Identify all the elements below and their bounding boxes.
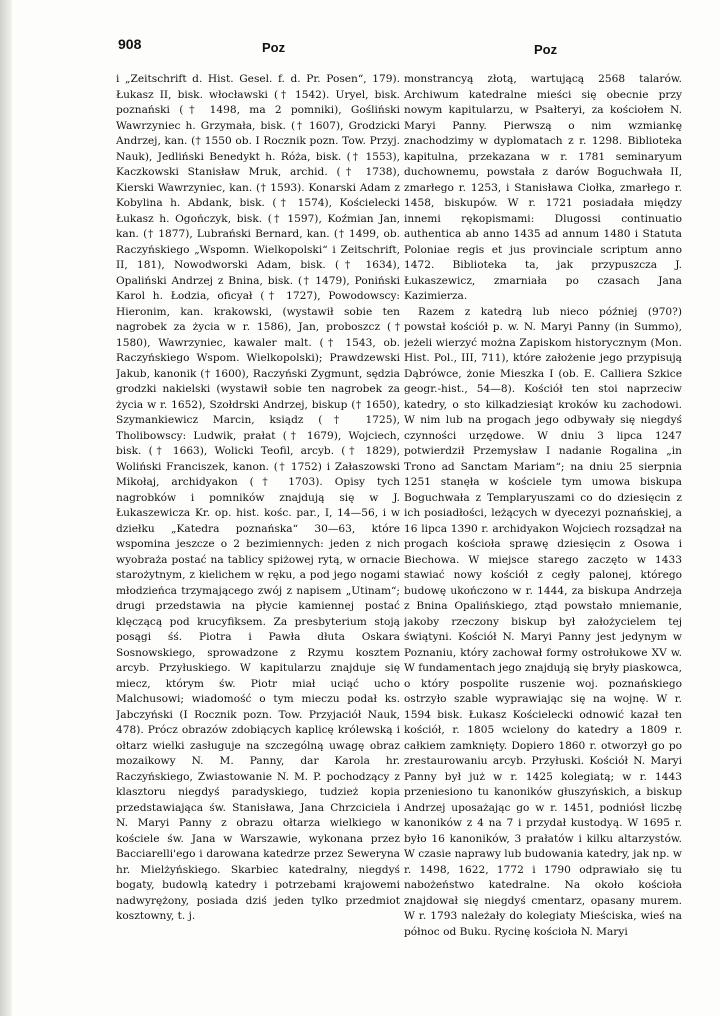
right-column-paragraph: monstrancyą złotą, wartującą 2568 talarów. Archiwum katedralne mieści się obecnie przy nowym kapitularzu, w Psałteryi, za kościołem N. Maryi Panny. Pierwszą o nim wzmiankę znachodzimy w dyplomatach z r. 1298. Biblioteka kapitulna, przekazana w r. 1781 seminaryum duchownemu, powstała z darów Boguchwała II, zmarłego r. 1253, i Stanisława Ciołka, zmarłego r. 1458, biskupów. W r. 1721 posiadała między innemi rękopismami: Dlugossi continuatio authentica ab anno 1435 ad annum 1480 i Statuta Poloniae regis et jus provinciale scriptum anno 1472. Biblioteka ta, jak przypuszcza J. Łukaszewicz, zmarniała po czasach Jana Kazimierza. <box>404 73 682 302</box>
running-head-left: Poz <box>262 40 286 55</box>
page-header <box>118 36 678 56</box>
page-number: 908 <box>118 36 142 52</box>
right-column <box>404 72 682 957</box>
running-head-right: Poz <box>534 42 558 57</box>
binding-fold-shadow <box>0 0 12 1016</box>
right-column-paragraph: Razem z katedrą lub nieco później (970?) powstał kościół p. w. N. Maryi Panny (in Summo), jeżeli wierzyć można Zapiskom historycznym (Mon. Hist. Pol., III, 711), które założenie jego przypisują Dąbrówce, żonie Mieszka I (ob. E. Calliera Szkice geogr.-hist., 54—8). Kościół ten stoi naprzeciw katedry, o sto kilkadziesiąt kroków ku zachodowi. W nim lub na progach jego odbywały się niegdyś czynności urzędowe. W dniu 3 lipca 1247 potwierdził Przemysław I nadanie Rogalina „in Trono ad Sanctam Mariam“; na dniu 25 sierpnia 1251 stanęła w kościele tym umowa biskupa Boguchwała z Templaryuszami co do dziesięcin z ich posiadłości, leżących w dyecezyi poznańskiej, a 16 lipca 1390 r. archidyakon Wojciech rozsądzał na progach kościoła sprawę dziesięcin z Osowa i Biechowa. W miejsce starego zaczęto w 1433 stawiać nowy kościół z cegły palonej, którego budowę ukończono w r. 1444, za biskupa Andrzeja z Bnina Opalińskiego, ztąd powstało mniemanie, jakoby rzeczony biskup był założycielem tej świątyni. Kościół N. Maryi Panny jest jedynym w Poznaniu, który zachował formy ostrołukowe XV w. W fundamentach jego znajdują się bryły piaskowca, o który pospolite ruszenie woj. poznańskiego ostrzyło szable wyprawiając się na wojnę. W r. 1594 bisk. Łukasz Kościelecki odnowić kazał ten kościół, r. 1805 wcielony do katedry a 1809 r. całkiem zamknięty. Dopiero 1860 r. otworzył go po zrestaurowaniu arcyb. Przyłuski. Kościół N. Maryi Panny był już w r. 1425 kolegiatą; w r. 1443 przeniesiono tu kanoników głuszyńskich, a biskup Andrzej uposażając go w r. 1451, podniósł liczbę kanoników z 4 na 7 i przydał kustodyą. W 1695 r. było 16 kanoników, 3 prałatów i kilku altarzystów. W czasie naprawy lub budowania katedry, jak np. w r. 1498, 1622, 1772 i 1790 odprawiało się tu nabożeństwo katedralne. Na około kościoła znajdował się niegdyś cmentarz, opasany murem. W r. 1793 należały do kolegiaty Mieściska, wieś na północ od Buku. Rycinę kościoła N. Maryi <box>404 305 682 938</box>
left-column-paragraph: i „Zeitschrift d. Hist. Gesel. f. d. Pr. Posen“, 179). Łukasz II, bisk. włocławski († 1542). Uryel, bisk. poznański († 1498, ma 2 pomniki), Gośliński Wawrzyniec h. Grzymała, bisk. († 1607), Grodzicki Andrzej, kan. († 1550 ob. I Rocznik pozn. Tow. Przyj. Nauk), Jedliński Benedykt h. Róża, bisk. († 1553), Kaczkowski Stanisław Mruk, archid. († 1738), Kierski Wawrzyniec, kan. († 1593). Konarski Adam z Kobylina h. Abdank, bisk. († 1574), Kościelecki Łukasz h. Ogończyk, bisk. († 1597), Koźmian Jan, kan. († 1877), Lubrański Bernard, kan. († 1499, ob. Raczyńskiego „Wspomn. Wielkopolski“ i Zeitschrift, II, 181), Nowodworski Adam, bisk. († 1634), Opaliński Andrzej z Bnina, bisk. († 1479), Poniński Karol h. Łodzia, oficyał († 1727), Powodowscy: Hieronim, kan. krakowski, (wystawił sobie ten nagrobek za życia w r. 1586), Jan, proboszcz († 1580), Wawrzyniec, kawaler malt. († 1543, ob. Raczyńskiego Wspom. Wielkopolski); Prawdzewski Jakub, kanonik († 1600), Raczyński Zygmunt, sędzia grodzki nakielski (wystawił sobie ten nagrobek za życia w r. 1652), Szołdrski Andrzej, biskup († 1650), Szymankiewicz Marcin, ksiądz († 1725), Tholibowscy: Ludwik, prałat († 1679), Wojciech, bisk. († 1663), Wolicki Teofil, arcyb. († 1829), Woliński Franciszek, kanon. († 1752) i Załaszowski Mikołaj, archidyakon († 1703). Opisy tych nagrobków i pomników znajdują się w J. Łukaszewicza Kr. op. hist. kośc. par., I, 14—56, i w dziełku „Katedra poznańska“ 30—63, które wspomina jeszcze o 2 bezimiennych: jeden z nich wyobraża postać na tablicy spiżowej rytą, w ornacie starożytnym, z kielichem w ręku, a pod jego nogami młodzieńca trzymającego zwój z napisem „Utinam“; drugi przedstawia na płycie kamiennej postać klęczącą pod krucyfiksem. Za presbyterium stoją posągi śś. Piotra i Pawła dłuta Oskara Sosnowskiego, sprowadzone z Rzymu kosztem arcyb. Przyłuskiego. W kapitularzu znajduje się miecz, którym św. Piotr miał uciąć ucho Malchusowi; wiadomość o tym mieczu podał ks. Jabczyński (I Rocznik pozn. Tow. Przyjaciół Nauk, 478). Prócz obrazów zdobiących kaplicę królewską i ołtarz wielki zasługuje na szczególną uwagę obraz mozaikowy N. M. Panny, dar Karola hr. Raczyńskiego, Zwiastowanie N. M. P. pochodzący z klasztoru niegdyś paradyskiego, tudzież kopia przedstawiająca św. Stanisława, Jana Chrzciciela i N. Maryi Panny z obrazu ołtarza wielkiego w kościele św. Jana w Warszawie, wykonana przez Bacciarelli'ego i darowana katedrze przez Seweryna hr. Mielżyńskiego. Skarbiec katedralny, niegdyś bogaty, budowlą katedry i potrzebami krajowemi nadwyrężony, posiada dziś jeden tylko przedmiot kosztowny, t. j. <box>116 73 400 922</box>
left-column <box>116 72 400 957</box>
